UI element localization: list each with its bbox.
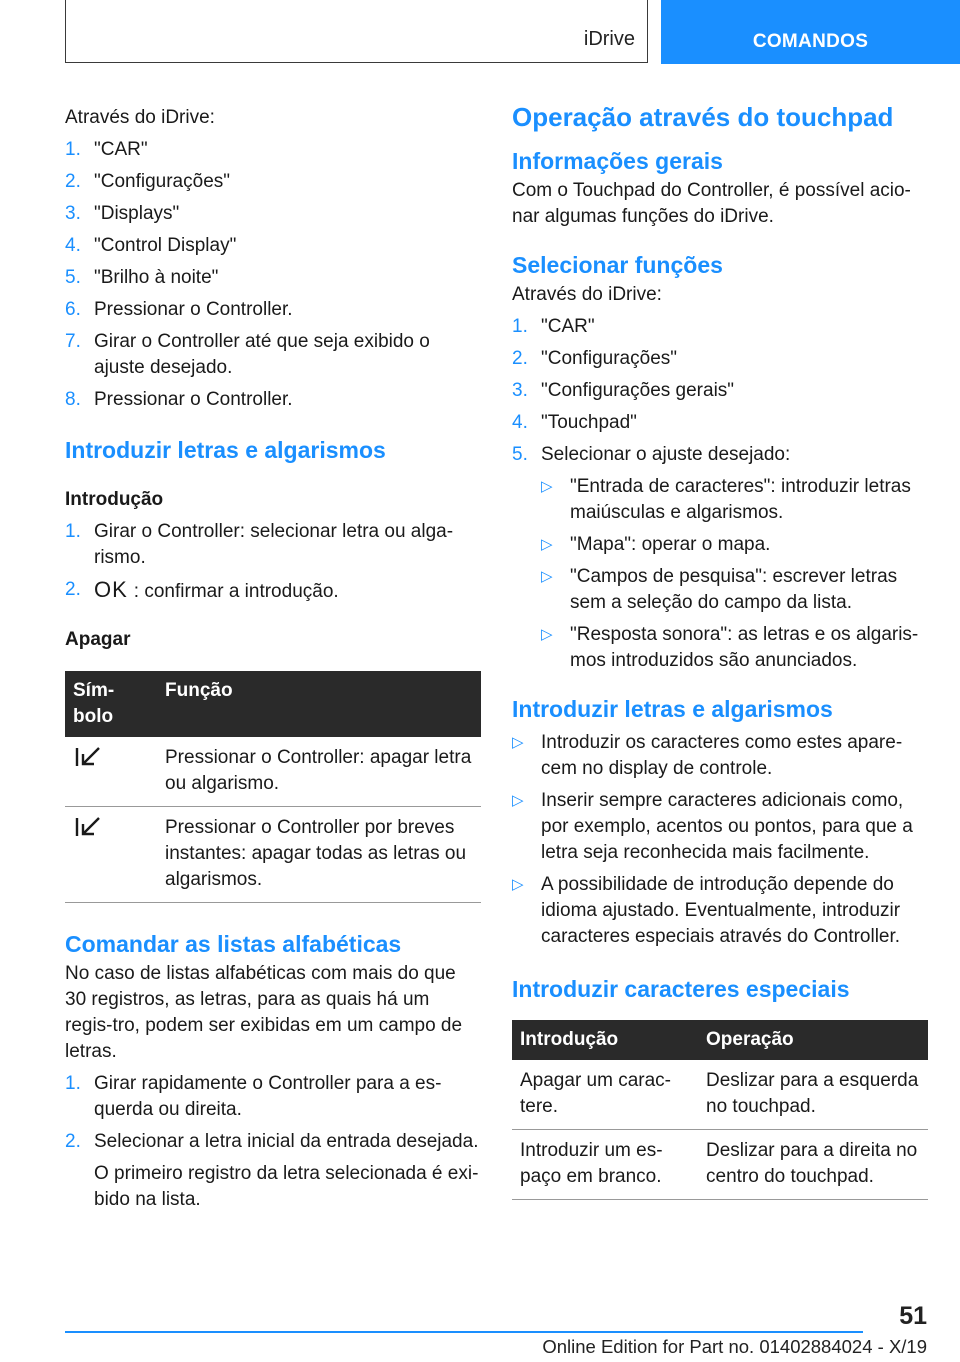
triangle-bullet-icon: ▷ xyxy=(512,792,524,809)
heading-introducao: Introdução xyxy=(65,489,164,510)
table-cell: Introduzir um es-paço em branco. xyxy=(512,1130,698,1200)
list-item: ▷ "Entrada de caracteres": introduzir letras maiúsculas e algarismos. xyxy=(541,476,911,523)
list-item: ▷ "Mapa": operar o mapa. xyxy=(541,532,928,558)
list-item: 6. Pressionar o Controller. xyxy=(65,299,293,320)
list-item: 5. "Brilho à noite" xyxy=(65,267,219,288)
delete-arrow-icon xyxy=(65,737,157,807)
triangle-bullet-icon: ▷ xyxy=(512,876,524,893)
table-row xyxy=(65,737,481,807)
footer-rule xyxy=(65,1331,863,1333)
delete-table xyxy=(65,671,481,903)
delete-arrow-icon xyxy=(65,807,157,903)
alpha-text: No caso de listas alfabéticas com mais do que 30 registros, as letras, para as quais há um regis-tro, podem ser exibidas em um campo de letras. xyxy=(65,963,463,1062)
general-text: Com o Touchpad do Controller, é possível acio-nar algumas funções do iDrive. xyxy=(512,180,911,227)
heading-general: Informações gerais xyxy=(512,148,723,174)
list-item: ▷ Inserir sempre caracteres adicionais como, por exemplo, acentos ou pontos, para que a letra seja reconhecida mais facilmente. xyxy=(512,790,913,863)
heading-select: Selecionar funções xyxy=(512,252,723,278)
list-item: 1. "CAR" xyxy=(512,316,595,337)
page-number: 51 xyxy=(899,1302,927,1330)
select-intro: Através do iDrive: xyxy=(512,284,662,305)
table-cell: Pressionar o Controller: apagar letra ou algarismo. xyxy=(157,737,481,807)
list-item: ▷ "Campos de pesquisa": escrever letras sem a seleção do campo da lista. xyxy=(541,566,898,613)
left-column xyxy=(65,100,481,1213)
table-header: Sím-bolo xyxy=(65,671,157,737)
heading-letters-right: Introduzir letras e algarismos xyxy=(512,696,833,722)
table-header: Introdução xyxy=(512,1020,698,1060)
list-item: 4. "Control Display" xyxy=(65,235,237,256)
list-item: 2. "Configurações" xyxy=(65,171,231,192)
list-item: 2. Selecionar a letra inicial da entrada desejada. xyxy=(65,1131,479,1152)
select-sub-list xyxy=(541,474,928,674)
heading-apagar: Apagar xyxy=(65,629,131,650)
left-steps xyxy=(65,137,481,413)
table-header: Função xyxy=(157,671,481,737)
left-intro: Através do iDrive: xyxy=(65,107,215,128)
table-cell: Pressionar o Controller por breves instantes: apagar todas as letras ou algarismos. xyxy=(157,807,481,903)
triangle-bullet-icon: ▷ xyxy=(541,626,553,643)
list-item: 1. "CAR" xyxy=(65,139,148,160)
heading-special: Introduzir caracteres especiais xyxy=(512,976,850,1002)
table-header: Operação xyxy=(698,1020,928,1060)
table-cell: Deslizar para a direita no centro do touchpad. xyxy=(698,1130,928,1200)
intro-steps xyxy=(65,519,481,605)
list-item: 3. "Configurações gerais" xyxy=(512,380,735,401)
footer-edition: Online Edition for Part no. 01402884024 - X/19 xyxy=(542,1336,927,1357)
triangle-bullet-icon: ▷ xyxy=(541,478,553,495)
list-item: 8. Pressionar o Controller. xyxy=(65,389,293,410)
alpha-note: O primeiro registro da letra selecionada é exi-bido na lista. xyxy=(94,1163,479,1210)
header-box xyxy=(65,0,648,63)
table-row xyxy=(512,1130,928,1200)
table-row xyxy=(65,807,481,903)
ok-icon: OK xyxy=(94,577,128,602)
list-item: ▷ A possibilidade de introdução depende do idioma ajustado. Eventualmente, introduzir caracteres especiais através do Controller. xyxy=(512,874,901,947)
table-cell: Deslizar para a esquerda no touchpad. xyxy=(698,1060,928,1130)
heading-touchpad: Operação através do touchpad xyxy=(512,102,894,132)
heading-letters: Introduzir letras e algarismos xyxy=(65,437,386,463)
header-section: iDrive xyxy=(583,28,635,50)
special-table xyxy=(512,1020,928,1200)
letters-bullets xyxy=(512,730,928,950)
list-item: 7. Girar o Controller até que seja exibido o ajuste desejado. xyxy=(65,331,430,378)
select-steps xyxy=(512,314,928,468)
table-row xyxy=(512,1060,928,1130)
list-item: 4. "Touchpad" xyxy=(512,412,637,433)
list-item: ▷ "Resposta sonora": as letras e os algaris-mos introduzidos são anunciados. xyxy=(541,624,919,671)
heading-alpha: Comandar as listas alfabéticas xyxy=(65,931,402,957)
header-tab: COMANDOS xyxy=(661,0,960,64)
list-item: 2. OK : confirmar a introdução. xyxy=(65,577,339,602)
list-item: ▷ Introduzir os caracteres como estes apare-cem no display de controle. xyxy=(512,732,903,779)
triangle-bullet-icon: ▷ xyxy=(541,568,553,585)
table-cell: Apagar um carac-tere. xyxy=(512,1060,698,1130)
triangle-bullet-icon: ▷ xyxy=(512,734,524,751)
alpha-steps xyxy=(65,1071,481,1155)
list-item: 3. "Displays" xyxy=(65,203,180,224)
right-column xyxy=(512,100,928,1200)
triangle-bullet-icon: ▷ xyxy=(541,536,553,553)
list-item: 1. Girar o Controller: selecionar letra ou alga-rismo. xyxy=(65,521,454,568)
list-item: 2. "Configurações" xyxy=(512,348,678,369)
list-item: 1. Girar rapidamente o Controller para a es-querda ou direita. xyxy=(65,1073,442,1120)
list-item: 5. Selecionar o ajuste desejado: xyxy=(512,444,791,465)
